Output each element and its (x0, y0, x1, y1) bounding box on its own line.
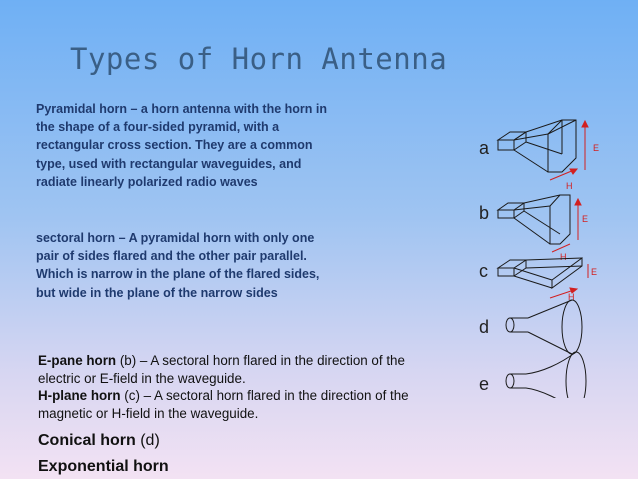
sectoral-horn-term: sectoral horn (36, 231, 116, 245)
e-plane-horn-drawing (498, 195, 570, 244)
field-h-label-c: H (568, 292, 575, 302)
e-plane-definition (38, 352, 438, 387)
e-plane-text: (b) – A sectoral horn flared in the direction of the electric or E-field in the waveguide. (38, 353, 405, 386)
e-plane-term: E-pane horn (38, 353, 117, 368)
pyramidal-horn-description (36, 100, 336, 191)
pyramidal-horn-drawing (498, 120, 576, 172)
plane-horn-definitions (38, 352, 438, 422)
sectoral-horn-text: – A pyramidal horn with only one pair of sides flared and the other pair parallel. Which is narrow in the plane of the flared sides, but wide in the plane of the narrow sides (36, 231, 320, 300)
field-h-label-a: H (566, 181, 573, 191)
slide-title: Types of Horn Antenna (70, 42, 448, 76)
sectoral-horn-description (36, 229, 336, 302)
exponential-horn-term: Exponential horn (38, 458, 169, 475)
exponential-horn-drawing (506, 352, 586, 398)
field-e-label-a: E (593, 143, 600, 153)
horn-antenna-figure (490, 118, 610, 398)
h-plane-horn-drawing (498, 258, 582, 288)
field-h-label-b: H (560, 252, 567, 262)
figure-label-d: d (479, 317, 490, 337)
conical-horn-line (38, 432, 160, 450)
figure-label-c: c (479, 261, 488, 281)
conical-horn-drawing (506, 300, 582, 354)
conical-horn-term: Conical horn (38, 432, 136, 449)
figure-label-a: a (479, 138, 490, 158)
conical-horn-suffix: (d) (135, 432, 160, 449)
h-plane-term: H-plane horn (38, 388, 121, 403)
h-plane-text: (c) – A sectoral horn flared in the direction of the magnetic or H-field in the waveguide. (38, 388, 409, 421)
figure-label-e: e (479, 374, 490, 394)
h-plane-definition (38, 387, 438, 422)
pyramidal-horn-term: Pyramidal horn (36, 102, 127, 116)
field-e-label-b: E (582, 214, 589, 224)
exponential-horn-line (38, 458, 169, 476)
figure-label-b: b (479, 203, 490, 223)
pyramidal-horn-text: – a horn antenna with the horn in the shape of a four-sided pyramid, with a rectangular cross section. They are a common type, used with rectangular waveguides, and radiate linearly polarized radio waves (36, 102, 328, 189)
field-e-label-c: E (591, 267, 598, 277)
